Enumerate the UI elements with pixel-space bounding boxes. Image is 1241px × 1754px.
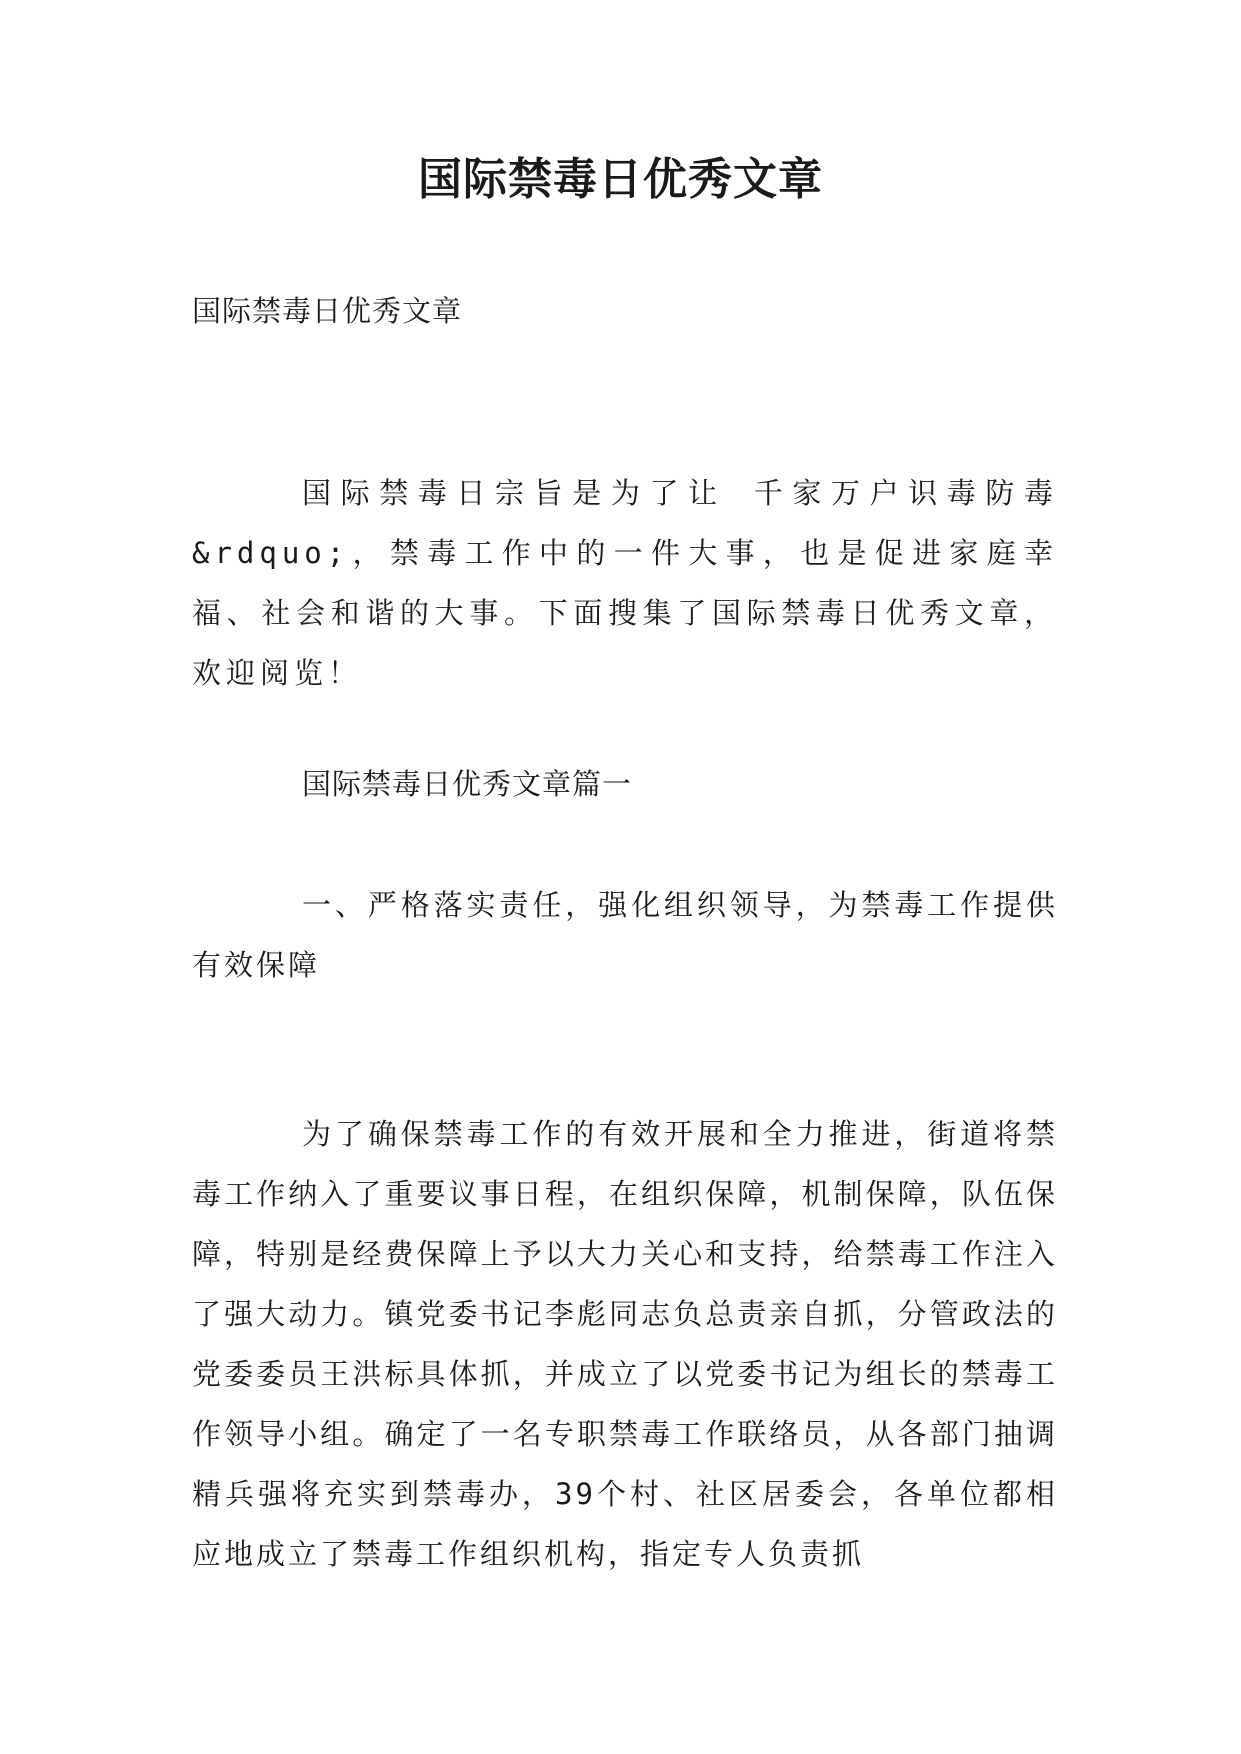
- subsection-heading: 一、严格落实责任，强化组织领导，为禁毒工作提供有效保障: [192, 888, 1058, 982]
- body-paragraph: 为了确保禁毒工作的有效开展和全力推进，街道将禁毒工作纳入了重要议事日程，在组织保障，机制保障，队伍保障，特别是经费保障上予以大力关心和支持，给禁毒工作注入了强大动力。镇党委书记李彪同志负总责亲自抓，分管政法的党委委员王洪标具体抓，并成立了以党委书记为组长的禁毒工作领导小组。确定了一名专职禁毒工作联络员，从各部门抽调精兵强将充实到禁毒办，39个村、社区居委会，各单位都相应地成立了禁毒工作组织机构，指定专人负责抓: [192, 1117, 1058, 1571]
- intro-paragraph: 国际禁毒日宗旨是为了让 千家万户识毒防毒&rdquo;，禁毒工作中的一件大事，也是促进家庭幸福、社会和谐的大事。下面搜集了国际禁毒日优秀文章，欢迎阅览！: [192, 476, 1058, 690]
- section-heading: 国际禁毒日优秀文章篇一: [302, 767, 633, 801]
- document-title: 国际禁毒日优秀文章: [418, 154, 823, 205]
- subtitle-paragraph: 国际禁毒日优秀文章: [192, 294, 463, 328]
